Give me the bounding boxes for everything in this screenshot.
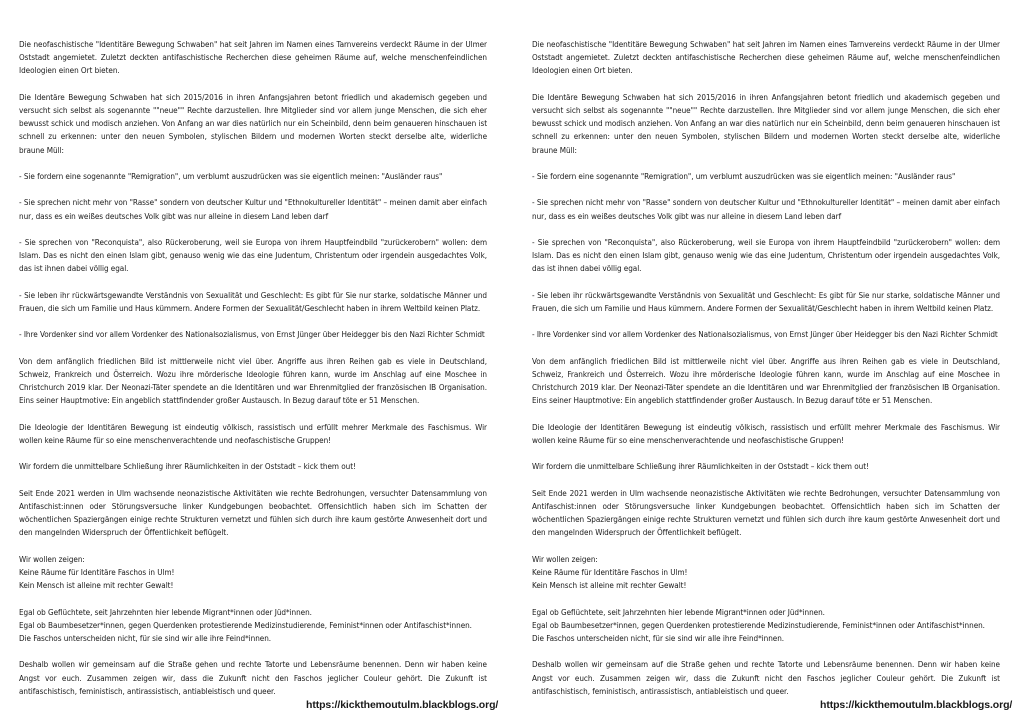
flyer-paragraph: - Sie fordern eine sogenannte "Remigration", um verblumt auszudrücken was sie eigentlich meinen: "Ausländer raus"	[532, 171, 956, 181]
flyer-paragraph: - Sie fordern eine sogenannte "Remigration", um verblumt auszudrücken was sie eigentlich meinen: "Ausländer raus"	[19, 171, 443, 181]
flyer-line: Egal ob Baumbesetzer*innen, gegen Querdenken protestierende Medizinstudierende, Feminist*innen oder Antifaschist*innen.	[532, 619, 985, 630]
flyer-line: Egal ob Geflüchtete, seit Jahrzehnten hier lebende Migrant*innen oder Jüd*innen.	[532, 606, 825, 617]
flyer-line: Wir wollen zeigen:	[19, 553, 85, 564]
flyer-paragraph	[532, 606, 1000, 646]
flyer-paragraph: Die Identäre Bewegung Schwaben hat sich 2015/2016 in ihren Anfangsjahren betont friedlich und akademisch gegeben und versucht sich selbst als sogenannte ""neue"" Rechte darzustellen. Ihre Mitglieder sind vor allem junge Menschen, die sich eher bewusst schick und modisch anziehen. Von Anfang an war dies natürlich nur ein Scheinbild, denn beim genaueren hinschauen ist schnell zu erkennen: unter den neuen Symbolen, stylischen Bildern und modernen Worten steckt derselbe alte, widerliche braune Müll:	[532, 91, 1000, 155]
flyer-paragraph: - Sie leben ihr rückwärtsgewandte Verständnis von Sexualität und Geschlecht: Es gibt für Sie nur starke, soldatische Männer und Frauen, die sich um Familie und Haus kümmern. Andere Formen der Sexualität/Geschlecht haben in ihrem Weltbild keinen Platz.	[19, 289, 487, 313]
flyer-paragraph: - Sie sprechen nicht mehr von "Rasse" sondern von deutscher Kultur und "Ethnokultureller Identität" – meinen damit aber einfach nur, dass es ein weißes deutsches Volk gibt was nur alleine in diesem Land leben darf	[19, 197, 487, 221]
flyer-paragraph: Die neofaschistische "Identitäre Bewegung Schwaben" hat seit Jahren im Namen eines Tarnvereins verdeckt Räume in der Ulmer Oststadt angemietet. Zuletzt deckten antifaschistische Recherchen diese geheimen Räume auf, welche menschenfeindlichen Ideologien einen Ort bieten.	[19, 39, 487, 76]
flyer-line: Keine Räume für Identitäre Faschos in Ulm!	[19, 566, 175, 577]
flyer-paragraph: Wir fordern die unmittelbare Schließung ihrer Räumlichkeiten in der Oststadt – kick them out!	[19, 461, 356, 472]
flyer-paragraph: Deshalb wollen wir gemeinsam auf die Straße gehen und rechte Tatorte und Lebensräume benennen. Denn wir haben keine Angst vor euch. Zusammen zeigen wir, dass die Zukunft nicht den Faschos jeglicher Couleur gehört. Die Zukunft ist antifaschistisch, feministisch, antirassistisch, antiableistisch und queer.	[532, 659, 1000, 696]
flyer-paragraph: Deshalb wollen wir gemeinsam auf die Straße gehen und rechte Tatorte und Lebensräume benennen. Denn wir haben keine Angst vor euch. Zusammen zeigen wir, dass die Zukunft nicht den Faschos jeglicher Couleur gehört. Die Zukunft ist antifaschistisch, feministisch, antirassistisch, antiableistisch und queer.	[19, 659, 487, 696]
flyer-left-column	[19, 38, 487, 696]
blog-url-left: https://kickthemoutulm.blackblogs.org/	[306, 699, 499, 711]
flyer-line: Die Faschos unterscheiden nicht, für sie sind wir alle ihre Feind*innen.	[532, 632, 785, 643]
flyer-line: Egal ob Geflüchtete, seit Jahrzehnten hier lebende Migrant*innen oder Jüd*innen.	[19, 606, 312, 617]
flyer-paragraph	[19, 553, 487, 593]
flyer-paragraph: - Sie sprechen nicht mehr von "Rasse" sondern von deutscher Kultur und "Ethnokultureller Identität" – meinen damit aber einfach nur, dass es ein weißes deutsches Volk gibt was nur alleine in diesem Land leben darf	[532, 197, 1000, 221]
flyer-paragraph: Seit Ende 2021 werden in Ulm wachsende neonazistische Aktivitäten wie rechte Bedrohungen, versuchter Datensammlung von Antifaschist:innen oder Störungsversuche linker Kundgebungen beobachtet. Offensichtlich haben sich im Schatten der wöchentlichen Spaziergängen einige rechte Strukturen vernetzt und fühlen sich durch ihre kaum gestörte Anwesenheit dort und den mangelnden Widerspruch der Öffentlichkeit beflügelt.	[532, 487, 1000, 538]
flyer-paragraph: - Sie leben ihr rückwärtsgewandte Verständnis von Sexualität und Geschlecht: Es gibt für Sie nur starke, soldatische Männer und Frauen, die sich um Familie und Haus kümmern. Andere Formen der Sexualität/Geschlecht haben in ihrem Weltbild keinen Platz.	[532, 289, 1000, 313]
flyer-line: Kein Mensch ist alleine mit rechter Gewalt!	[19, 580, 174, 591]
flyer-line: Keine Räume für Identitäre Faschos in Ulm!	[532, 566, 688, 577]
flyer-paragraph: Die Ideologie der Identitären Bewegung ist eindeutig völkisch, rassistisch und erfüllt mehrer Merkmale des Faschismus. Wir wollen keine Räume für so eine menschenverachtende und neofaschistische Gruppen!	[19, 421, 487, 445]
flyer-paragraph	[532, 553, 1000, 593]
flyer-paragraph: - Ihre Vordenker sind vor allem Vordenker des Nationalsozialismus, von Ernst Jünger über Heidegger bis den Nazi Richter Schmidt	[19, 329, 485, 340]
flyer-paragraph: Die neofaschistische "Identitäre Bewegung Schwaben" hat seit Jahren im Namen eines Tarnvereins verdeckt Räume in der Ulmer Oststadt angemietet. Zuletzt deckten antifaschistische Recherchen diese geheimen Räume auf, welche menschenfeindlichen Ideologien einen Ort bieten.	[532, 39, 1000, 76]
flyer-line: Wir wollen zeigen:	[532, 553, 598, 564]
flyer-paragraph	[19, 606, 487, 646]
flyer-paragraph: - Sie sprechen von "Reconquista", also Rückeroberung, weil sie Europa von ihrem Hauptfeindbild "zurückerobern" wollen: dem Islam. Das es nicht den einen Islam gibt, genauso wenig wie das eine Judentum, Christentum oder irgendein ausgedachtes Volk, das ist ihnen dabei völlig egal.	[19, 236, 487, 274]
blog-url-right: https://kickthemoutulm.blackblogs.org/	[820, 699, 1013, 711]
flyer-line: Kein Mensch ist alleine mit rechter Gewalt!	[532, 580, 687, 591]
flyer-paragraph: Von dem anfänglich friedlichen Bild ist mittlerweile nicht viel über. Angriffe aus ihren Reihen gab es viele in Deutschland, Schweiz, Frankreich und Österreich. Wozu ihre mörderische Ideologie führen kann, wurde im Anschlag auf eine Moschee in Christchurch 2019 klar. Der Neonazi-Täter spendete an die Identitären und war Ehrenmitglied der französischen IB Organisation. Eins seiner Hauptmotive: Ein angeblich stattfindender großer Austausch. In Bezug darauf töte er 51 Menschen.	[19, 355, 487, 406]
flyer-paragraph: Seit Ende 2021 werden in Ulm wachsende neonazistische Aktivitäten wie rechte Bedrohungen, versuchter Datensammlung von Antifaschist:innen oder Störungsversuche linker Kundgebungen beobachtet. Offensichtlich haben sich im Schatten der wöchentlichen Spaziergängen einige rechte Strukturen vernetzt und fühlen sich durch ihre kaum gestörte Anwesenheit dort und den mangelnden Widerspruch der Öffentlichkeit beflügelt.	[19, 487, 487, 538]
flyer-right-column	[532, 38, 1000, 696]
flyer-paragraph: - Sie sprechen von "Reconquista", also Rückeroberung, weil sie Europa von ihrem Hauptfeindbild "zurückerobern" wollen: dem Islam. Das es nicht den einen Islam gibt, genauso wenig wie das eine Judentum, Christentum oder irgendein ausgedachtes Volk, das ist ihnen dabei völlig egal.	[532, 236, 1000, 274]
flyer-line: Egal ob Baumbesetzer*innen, gegen Querdenken protestierende Medizinstudierende, Feminist*innen oder Antifaschist*innen.	[19, 619, 472, 630]
flyer-paragraph: - Ihre Vordenker sind vor allem Vordenker des Nationalsozialismus, von Ernst Jünger über Heidegger bis den Nazi Richter Schmidt	[532, 329, 998, 340]
flyer-paragraph: Die Ideologie der Identitären Bewegung ist eindeutig völkisch, rassistisch und erfüllt mehrer Merkmale des Faschismus. Wir wollen keine Räume für so eine menschenverachtende und neofaschistische Gruppen!	[532, 421, 1000, 445]
flyer-paragraph: Von dem anfänglich friedlichen Bild ist mittlerweile nicht viel über. Angriffe aus ihren Reihen gab es viele in Deutschland, Schweiz, Frankreich und Österreich. Wozu ihre mörderische Ideologie führen kann, wurde im Anschlag auf eine Moschee in Christchurch 2019 klar. Der Neonazi-Täter spendete an die Identitären und war Ehrenmitglied der französischen IB Organisation. Eins seiner Hauptmotive: Ein angeblich stattfindender großer Austausch. In Bezug darauf töte er 51 Menschen.	[532, 355, 1000, 406]
flyer-line: Die Faschos unterscheiden nicht, für sie sind wir alle ihre Feind*innen.	[19, 632, 272, 643]
flyer-paragraph: Die Identäre Bewegung Schwaben hat sich 2015/2016 in ihren Anfangsjahren betont friedlich und akademisch gegeben und versucht sich selbst als sogenannte ""neue"" Rechte darzustellen. Ihre Mitglieder sind vor allem junge Menschen, die sich eher bewusst schick und modisch anziehen. Von Anfang an war dies natürlich nur ein Scheinbild, denn beim genaueren hinschauen ist schnell zu erkennen: unter den neuen Symbolen, stylischen Bildern und modernen Worten steckt derselbe alte, widerliche braune Müll:	[19, 91, 487, 155]
flyer-paragraph: Wir fordern die unmittelbare Schließung ihrer Räumlichkeiten in der Oststadt – kick them out!	[532, 461, 869, 472]
